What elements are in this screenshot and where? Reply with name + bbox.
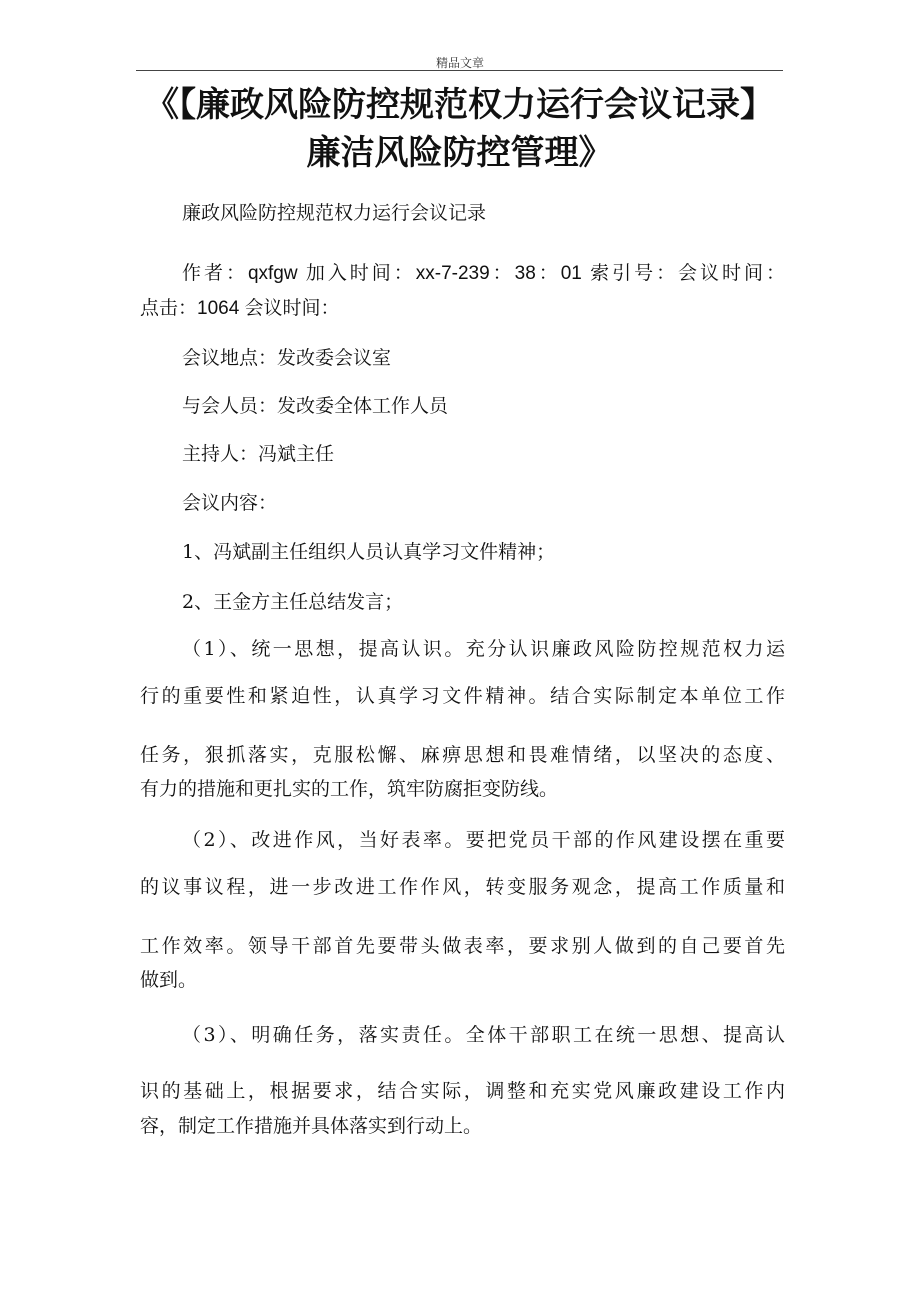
header-label: 精品文章 <box>435 56 484 70</box>
paragraph-2-line-4: 做到。 <box>140 969 198 991</box>
content-item-1: 1、冯斌副主任组织人员认真学习文件精神； <box>182 541 556 563</box>
meta-line-1: 作者：qxfgw 加入时间：xx-7-239：38：01 索引号：会议时间： <box>182 263 785 284</box>
paragraph-1-line-1: （1）、统一思想，提高认识。充分认识廉政风险防控规范权力运 <box>182 638 785 660</box>
paragraph-1-line-4: 有力的措施和更扎实的工作，筑牢防腐拒变防线。 <box>140 778 559 800</box>
content-item-2: 2、王金方主任总结发言； <box>182 591 404 613</box>
document-title-line-2: 廉洁风险防控管理》 <box>306 133 613 173</box>
subtitle: 廉政风险防控规范权力运行会议记录 <box>182 202 487 224</box>
paragraph-1-line-3: 任务，狠抓落实，克服松懈、麻痹思想和畏难情绪，以坚决的态度、 <box>140 744 785 766</box>
meeting-content-heading: 会议内容： <box>182 492 278 514</box>
paragraph-2-line-3: 工作效率。领导干部首先要带头做表率，要求别人做到的自己要首先 <box>140 935 785 957</box>
paragraph-3-line-2: 识的基础上，根据要求，结合实际，调整和充实党风廉政建设工作内 <box>140 1080 785 1102</box>
header-rule <box>136 70 783 71</box>
meeting-attendees: 与会人员：发改委全体工作人员 <box>182 395 449 417</box>
meta-line-2: 点击：1064 会议时间： <box>140 298 340 319</box>
meeting-host: 主持人：冯斌主任 <box>182 443 335 465</box>
paragraph-3-line-3: 容，制定工作措施并具体落实到行动上。 <box>140 1115 483 1137</box>
meeting-location: 会议地点：发改委会议室 <box>182 347 392 369</box>
paragraph-1-line-2: 行的重要性和紧迫性，认真学习文件精神。结合实际制定本单位工作 <box>140 685 785 707</box>
document-title-line-1: 《【廉政风险防控规范权力运行会议记录】 <box>145 85 774 125</box>
paragraph-2-line-2: 的议事议程，进一步改进工作作风，转变服务观念，提高工作质量和 <box>140 876 785 898</box>
paragraph-3-line-1: （3）、明确任务，落实责任。全体干部职工在统一思想、提高认 <box>182 1024 785 1046</box>
paragraph-2-line-1: （2）、改进作风，当好表率。要把党员干部的作风建设摆在重要 <box>182 829 785 851</box>
